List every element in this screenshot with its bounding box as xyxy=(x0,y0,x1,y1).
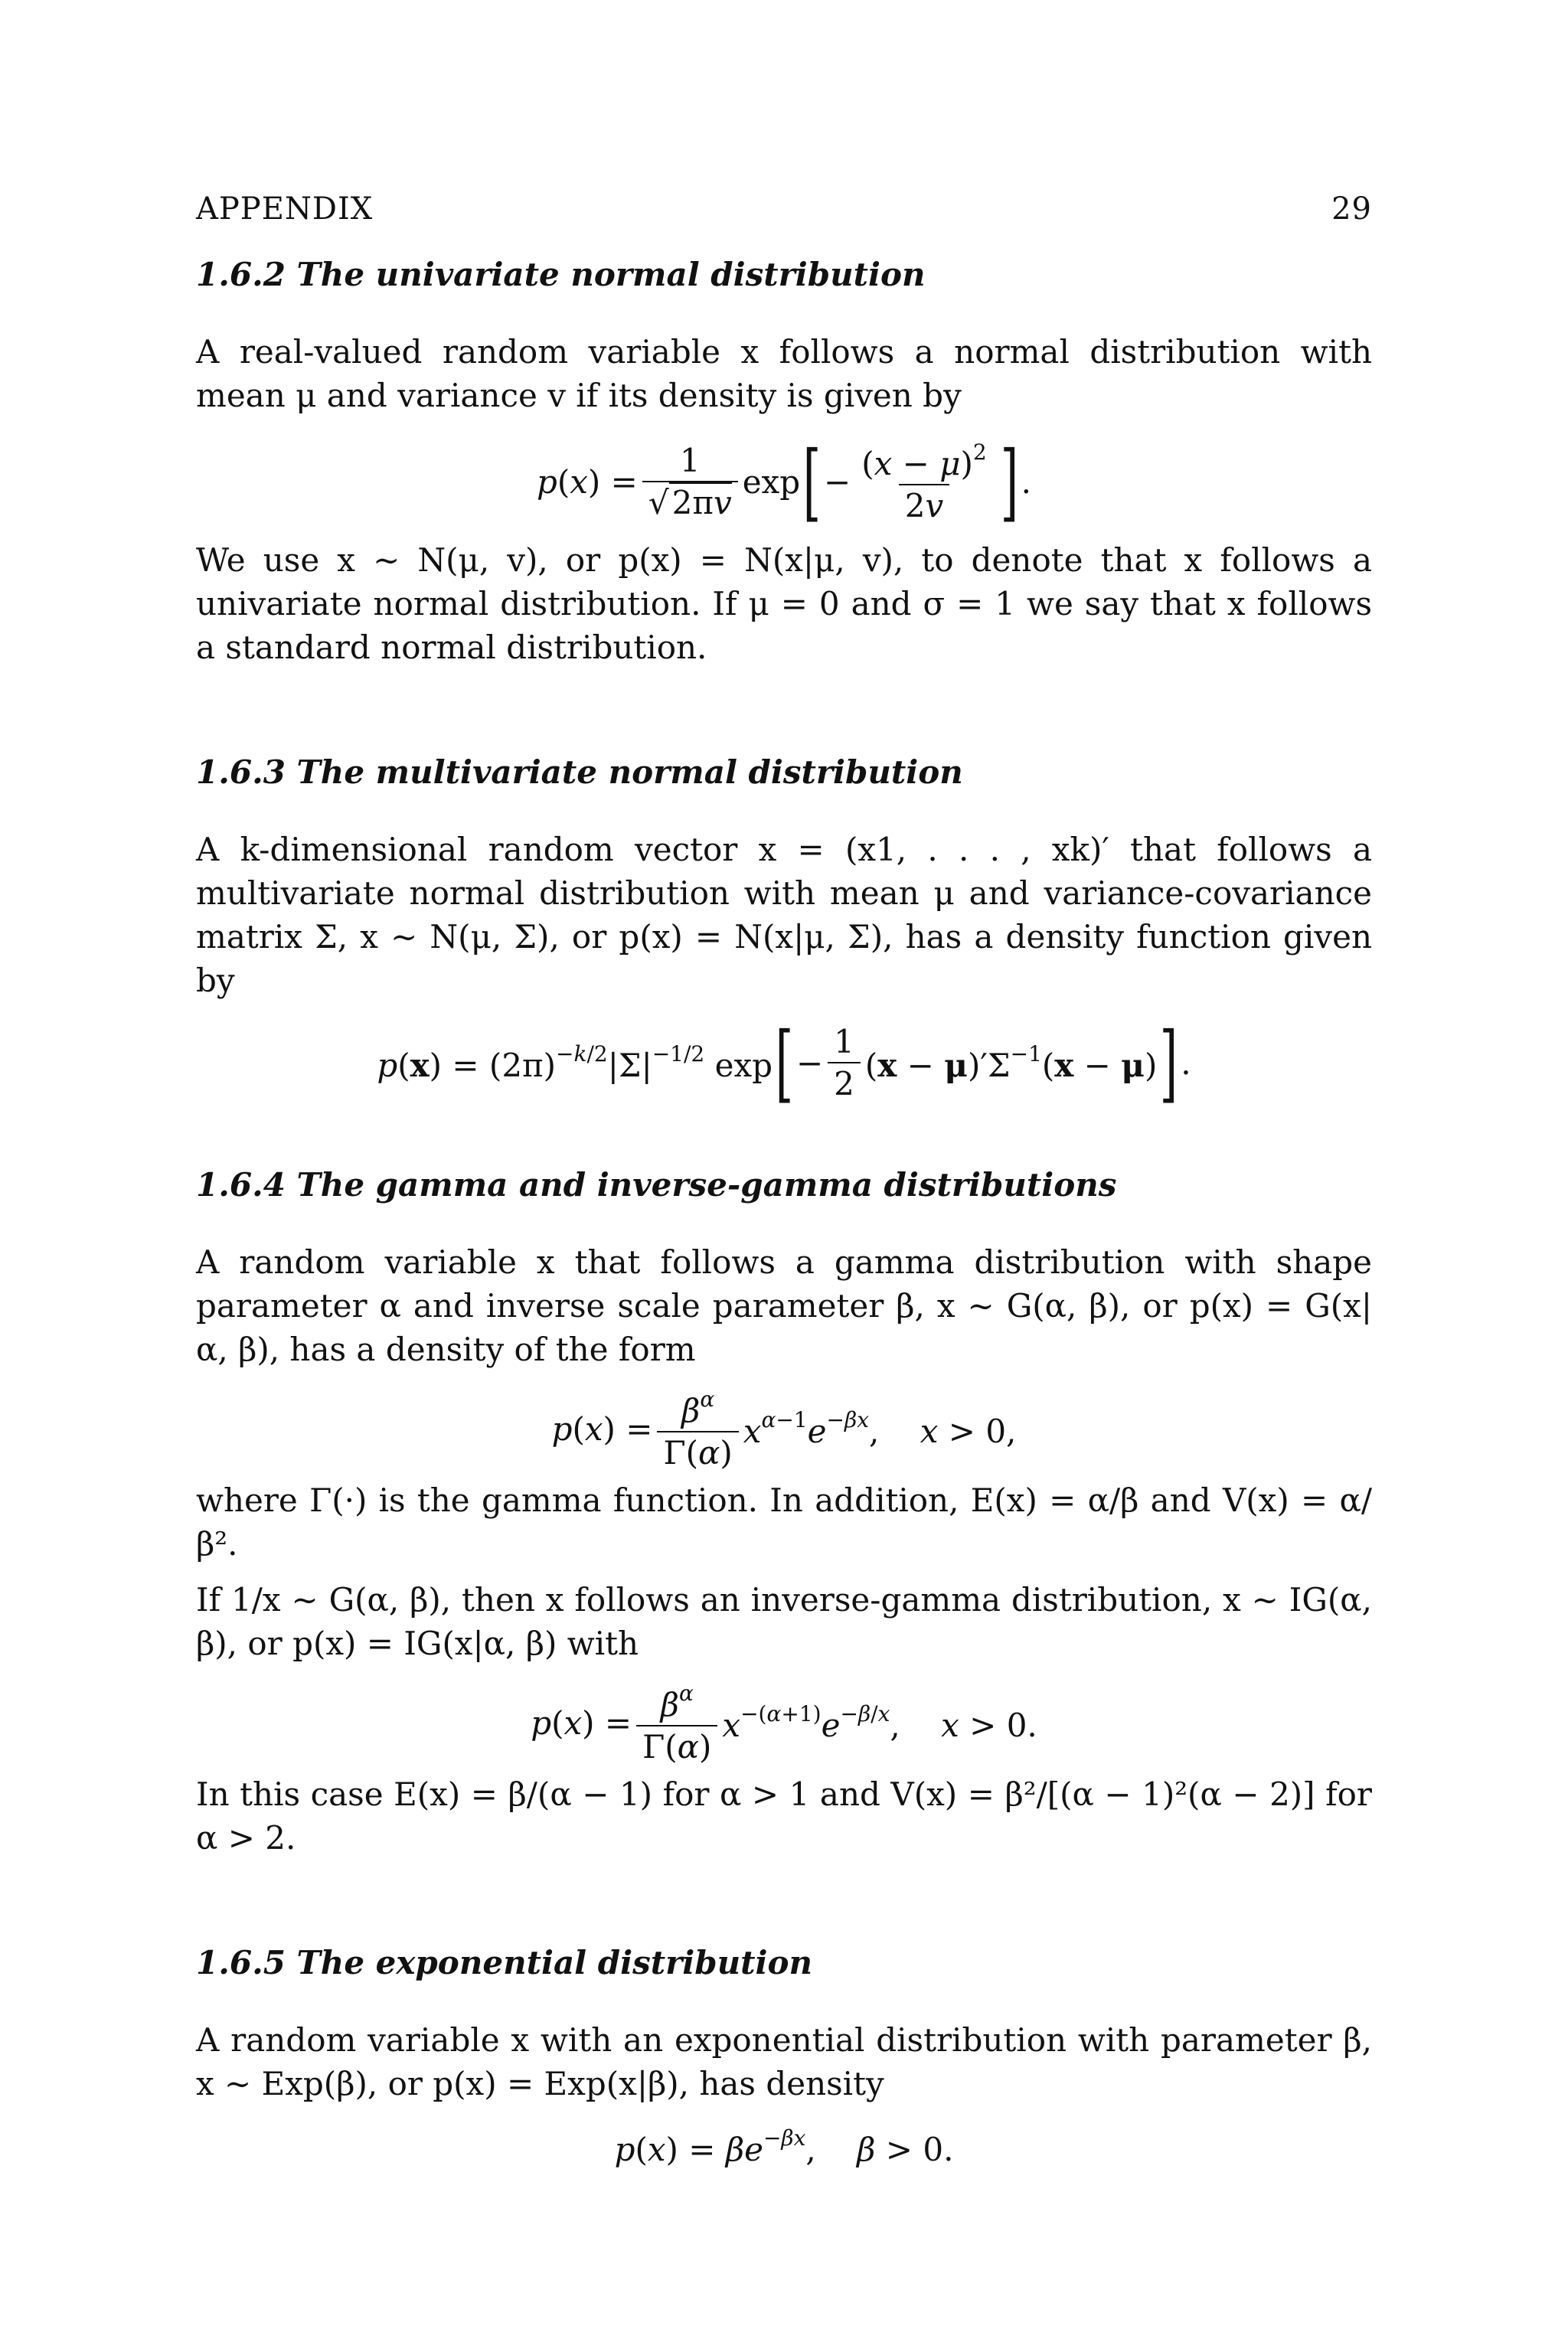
page xyxy=(196,191,1372,2177)
paragraph: A k-dimensional random vector x = (x1, . . . , xk)′ that follows a multivariate normal distribution with mean μ and variance-covariance matrix Σ, x ∼ N(μ, Σ), or p(x) = N(x|μ, Σ), has a density function given by xyxy=(196,831,1372,999)
running-head xyxy=(196,191,1372,227)
paragraph: where Γ(·) is the gamma function. In addition, E(x) = α/β and V(x) = α/β². xyxy=(196,1481,1372,1563)
section-title: 1.6.2 The univariate normal distribution xyxy=(196,256,926,293)
paragraph: A real-valued random variable x follows a normal distribution with mean μ and variance v if its density is given by xyxy=(196,333,1372,414)
section-title: 1.6.5 The exponential distribution xyxy=(196,1944,813,1981)
equation: p(x) = $\frac{\beta^\alpha}{\Gamma(\alpha)}$ $x^{\alpha-1}e^{-\beta x}$, x > 0, xyxy=(551,1386,1017,1472)
page-number: 29 xyxy=(1331,191,1372,227)
paragraph: In this case E(x) = β/(α − 1) for α > 1 and V(x) = β²/[(α − 1)²(α − 2)] for α > 2. xyxy=(196,1775,1372,1857)
paragraph: If 1/x ∼ G(α, β), then x follows an inverse-gamma distribution, x ∼ IG(α, β), or p(x) = IG(x|α, β) with xyxy=(196,1581,1372,1662)
equation: $p(x) = \beta e^{-\beta x}$, β > 0. xyxy=(614,2125,954,2168)
running-head-left: APPENDIX xyxy=(196,191,374,227)
paragraph: We use x ∼ N(μ, v), or p(x) = N(x|μ, v), to denote that x follows a univariate normal distribution. If μ = 0 and σ = 1 we say that x follows a standard normal distribution. xyxy=(196,541,1372,666)
section-title: 1.6.4 The gamma and inverse-gamma distributions xyxy=(196,1166,1117,1204)
paragraph: A random variable x with an exponential distribution with parameter β, x ∼ Exp(β), or p(x) = Exp(x|β), has density xyxy=(196,2021,1372,2102)
section-title: 1.6.3 The multivariate normal distribution xyxy=(196,753,963,791)
equation: p(x) = $\frac{\beta^\alpha}{\Gamma(\alpha)}$ $x^{-(\alpha+1)}e^{-\beta/x}$, x > 0. xyxy=(531,1680,1037,1766)
equation: $p(x) = (2\pi)^{-k/2}|\Sigma|^{-1/2}$ exp [ − $\frac{1}{2}$ $(x - \mu)'\Sigma^{-1}(x - \mu)$ ] . xyxy=(377,1014,1191,1112)
paragraph: A random variable x that follows a gamma distribution with shape parameter α and inverse scale parameter β, x ∼ G(α, β), or p(x) = G(x|α, β), has a density of the form xyxy=(196,1243,1372,1368)
equation: p(x) = $\frac{1}{√2\pi v}$ exp [ − $\frac{(x - \mu)^2}{2v}$ ] . xyxy=(536,433,1032,531)
